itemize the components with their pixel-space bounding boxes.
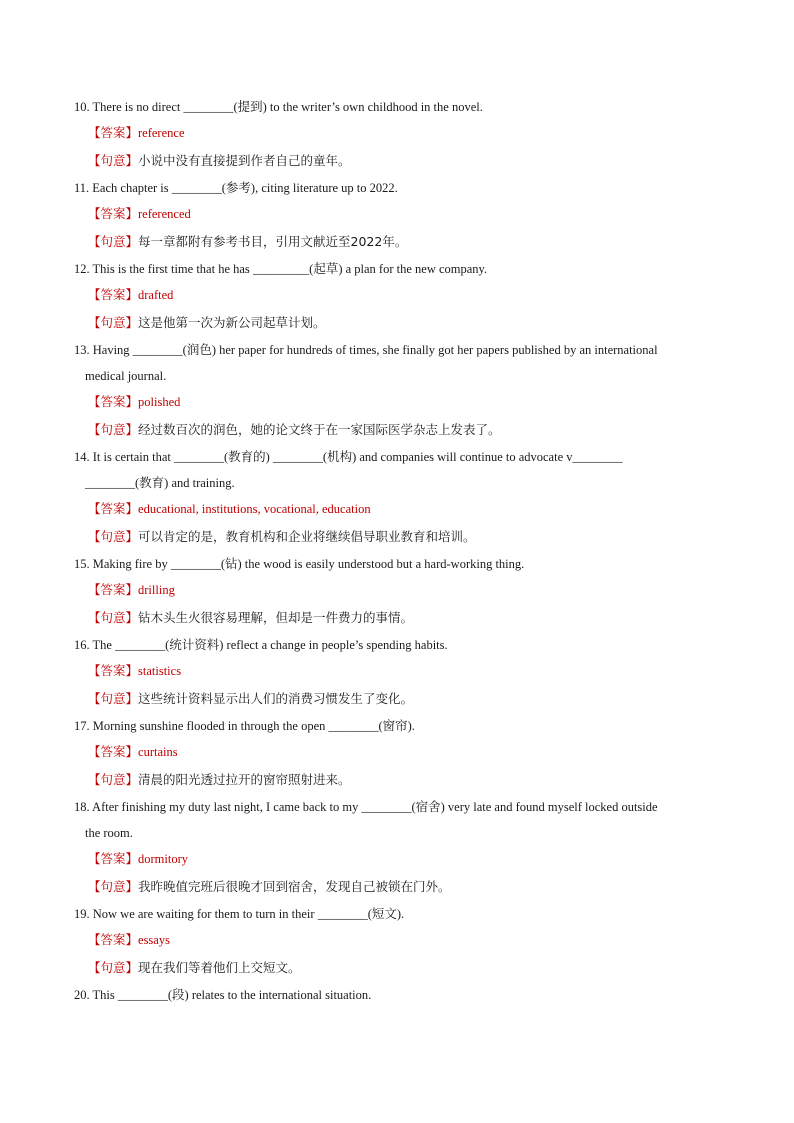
answer-label: 【答案】 [88,933,139,947]
meaning-text: 每一章都附有参考书目，引用文献近至2022年。 [138,234,408,249]
meaning-label: 【句意】 [88,611,139,625]
meaning-line [74,416,724,444]
answer-text: curtains [138,745,178,759]
answer-label: 【答案】 [88,664,139,678]
exercise-item [74,444,724,551]
exercise-item [74,175,724,256]
answer-line [74,577,724,604]
answer-label: 【答案】 [88,395,139,409]
exercise-item [74,551,724,632]
question: 19. Now we are waiting for them to turn in their ________(短文). [74,907,405,921]
answer-text: educational, institutions, vocational, education [138,502,371,516]
exercise-item [74,94,724,175]
question: 20. This ________(段) relates to the international situation. [74,988,372,1002]
meaning-line [74,228,724,256]
question: 16. The ________(统计资料) reflect a change in people’s spending habits. [74,638,448,652]
answer-line [74,496,724,523]
answer-line [74,739,724,766]
question: 18. After finishing my duty last night, I came back to my ________(宿舍) very late and found myself locked outside [74,800,658,814]
question: 11. Each chapter is ________(参考), citing literature up to 2022. [74,181,398,195]
meaning-text: 小说中没有直接提到作者自己的童年。 [138,153,351,168]
meaning-text: 现在我们等着他们上交短文。 [138,960,301,975]
answer-text: polished [138,395,181,409]
answer-label: 【答案】 [88,288,139,302]
answer-label: 【答案】 [88,745,139,759]
question: 14. It is certain that ________(教育的) ________(机构) and companies will continue to advocate v________ [74,450,623,464]
question-continuation: ________(教育) and training. [85,476,235,490]
meaning-label: 【句意】 [88,961,139,975]
answer-line [74,658,724,685]
meaning-text: 钻木头生火很容易理解，但却是一件费力的事情。 [138,610,414,625]
question-continuation: the room. [85,826,133,840]
meaning-label: 【句意】 [88,530,139,544]
answer-line [74,282,724,309]
meaning-line [74,766,724,794]
meaning-label: 【句意】 [88,154,139,168]
answer-text: essays [138,933,170,947]
meaning-text: 清晨的阳光透过拉开的窗帘照射进来。 [138,772,351,787]
meaning-label: 【句意】 [88,880,139,894]
exercise-item [74,901,724,982]
meaning-line [74,954,724,982]
meaning-line [74,523,724,551]
meaning-line [74,604,724,632]
question: 10. There is no direct ________(提到) to the writer’s own childhood in the novel. [74,100,483,114]
question: 12. This is the first time that he has _________(起草) a plan for the new company. [74,262,488,276]
answer-text: drilling [138,583,175,597]
exercise-item [74,982,724,1008]
exercise-item [74,713,724,794]
meaning-line [74,873,724,901]
meaning-label: 【句意】 [88,692,139,706]
answer-text: drafted [138,288,174,302]
exercise-item [74,256,724,337]
meaning-line [74,147,724,175]
question: 15. Making fire by ________(钻) the wood is easily understood but a hard-working thing. [74,557,525,571]
meaning-label: 【句意】 [88,773,139,787]
meaning-line [74,685,724,713]
answer-line [74,120,724,147]
answer-label: 【答案】 [88,502,139,516]
answer-line [74,201,724,228]
exercise-list [74,94,724,1008]
meaning-label: 【句意】 [88,235,139,249]
meaning-text: 可以肯定的是，教育机构和企业将继续倡导职业教育和培训。 [138,529,476,544]
answer-line [74,846,724,873]
meaning-text: 这是他第一次为新公司起草计划。 [138,315,326,330]
answer-text: referenced [138,207,191,221]
answer-label: 【答案】 [88,852,139,866]
question-continuation: medical journal. [85,369,167,383]
answer-line [74,927,724,954]
answer-text: reference [138,126,185,140]
answer-label: 【答案】 [88,126,139,140]
meaning-text: 这些统计资料显示出人们的消费习惯发生了变化。 [138,691,414,706]
question: 13. Having ________(润色) her paper for hundreds of times, she finally got her papers published by an international [74,343,658,357]
answer-label: 【答案】 [88,583,139,597]
exercise-item [74,794,724,901]
answer-label: 【答案】 [88,207,139,221]
answer-line [74,389,724,416]
meaning-text: 经过数百次的润色，她的论文终于在一家国际医学杂志上发表了。 [138,422,501,437]
meaning-label: 【句意】 [88,423,139,437]
meaning-text: 我昨晚值完班后很晚才回到宿舍，发现自己被锁在门外。 [138,879,451,894]
answer-text: statistics [138,664,182,678]
answer-text: dormitory [138,852,189,866]
meaning-line [74,309,724,337]
meaning-label: 【句意】 [88,316,139,330]
exercise-item [74,632,724,713]
exercise-item [74,337,724,444]
question: 17. Morning sunshine flooded in through the open ________(窗帘). [74,719,415,733]
